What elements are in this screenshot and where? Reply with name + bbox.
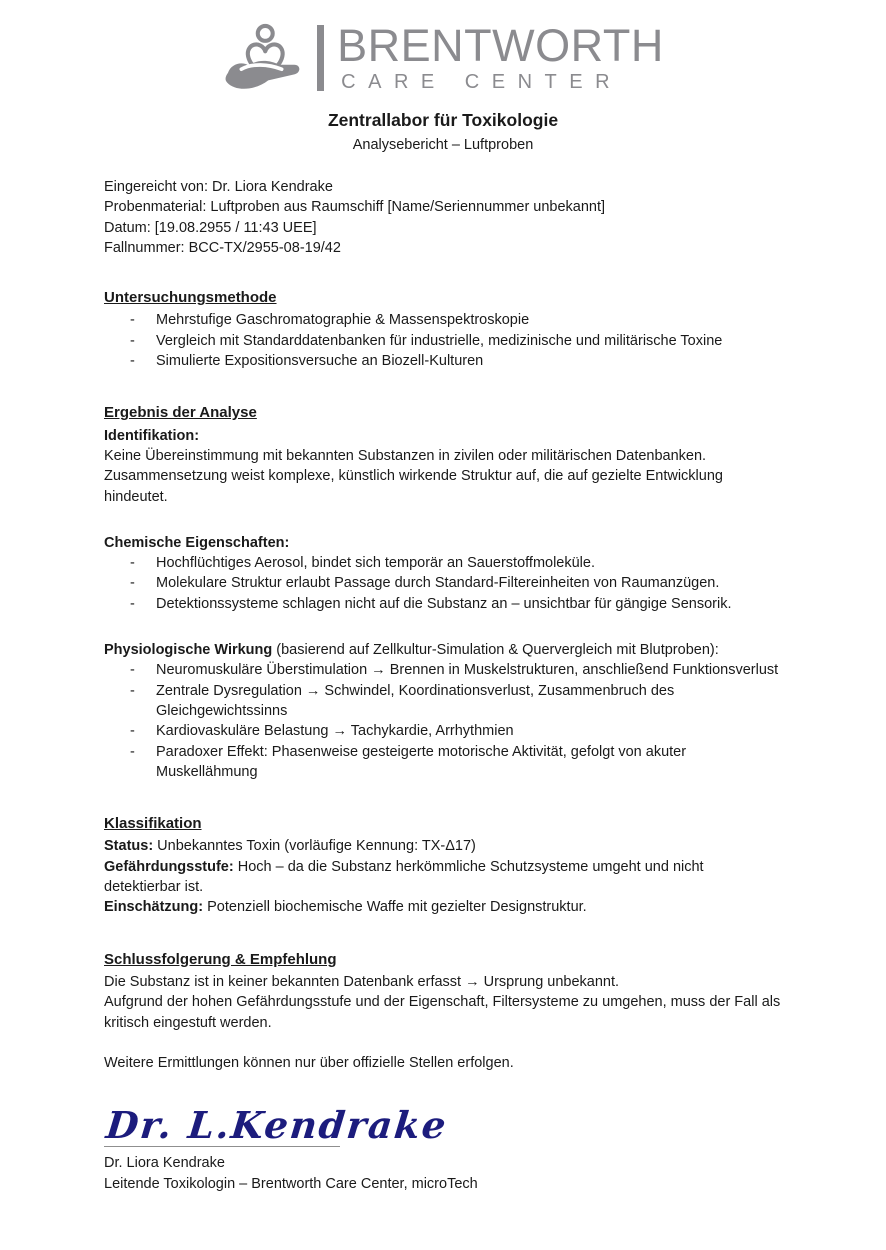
meta-line-date: Datum: [19.08.2955 / 11:43 UEE] xyxy=(104,219,317,236)
meta-line-case-number: Fallnummer: BCC-TX/2955-08-19/42 xyxy=(104,239,341,256)
list-item: - Simulierte Expositionsversuche an Biozell-Kulturen xyxy=(130,351,782,371)
brand-name: BRENTWORTH xyxy=(337,19,664,71)
assessment-label: Einschätzung: xyxy=(104,899,204,916)
section-heading-conclusion: Schlussfolgerung & Empfehlung xyxy=(104,950,337,968)
hazard-label: Gefährdungsstufe: xyxy=(104,858,234,875)
subheading-chemical: Chemische Eigenschaften: xyxy=(104,534,290,551)
list-item: - Hochflüchtiges Aerosol, bindet sich temporär an Sauerstoffmoleküle. xyxy=(130,553,782,573)
signer-role: Leitende Toxikologin – Brentworth Care Center, microTech xyxy=(104,1175,478,1192)
logo xyxy=(0,0,886,95)
signer-name: Dr. Liora Kendrake xyxy=(104,1155,225,1172)
section-heading-results: Ergebnis der Analyse xyxy=(104,404,257,422)
classification-assessment xyxy=(104,897,782,917)
report-body xyxy=(0,177,886,1194)
methods-list xyxy=(130,310,782,371)
status-label: Status: xyxy=(104,838,154,855)
meta-line-sample-material: Probenmaterial: Luftproben aus Raumschiff [Name/Seriennummer unbekannt] xyxy=(104,199,606,216)
logo-text xyxy=(337,19,664,94)
list-item: - Vergleich mit Standarddatenbanken für industrielle, medizinische und militärische Toxine xyxy=(130,331,782,351)
hazard-value: Hoch – da die Substanz herkömmliche Schutzsysteme umgeht und nicht detektierbar ist. xyxy=(104,858,704,896)
status-value: Unbekanntes Toxin (vorläufige Kennung: TX-Δ17) xyxy=(153,838,476,855)
classification-status xyxy=(104,836,782,856)
list-item: - Mehrstufige Gaschromatographie & Massenspektroskopie xyxy=(130,310,782,330)
section-heading-methods: Untersuchungsmethode xyxy=(104,289,277,307)
list-item: - Paradoxer Effekt: Phasenweise gesteigerte motorische Aktivität, gefolgt von akuter Muskellähmung xyxy=(130,742,782,783)
page-title: Zentrallabor für Toxikologie xyxy=(327,110,559,130)
subheading-identification: Identifikation: xyxy=(104,427,200,444)
meta-block xyxy=(104,177,782,258)
conclusion-line-1: Die Substanz ist in keiner bekannten Datenbank erfasst → Ursprung unbekannt. xyxy=(104,973,620,990)
blank-line xyxy=(104,1033,782,1053)
conclusion-line-3: Weitere Ermittlungen können nur über offizielle Stellen erfolgen. xyxy=(104,1055,514,1072)
hand-holding-person-icon xyxy=(222,21,304,95)
classification-hazard-level xyxy=(104,857,782,898)
list-item: - Kardiovaskuläre Belastung → Tachykardie, Arrhythmien xyxy=(130,721,782,741)
brand-tagline: CARE CENTER xyxy=(341,70,623,93)
list-item: - Detektionssysteme schlagen nicht auf die Substanz an – unsichtbar für gängige Sensorik. xyxy=(130,594,782,614)
identification-text: Keine Übereinstimmung mit bekannten Substanzen in zivilen oder militärischen Datenbanken. Zusammensetzung weist komplexe, künstlich wirkende Struktur auf, die auf gezielte Entwicklung hindeutet. xyxy=(104,447,723,505)
list-item: - Molekulare Struktur erlaubt Passage durch Standard-Filtereinheiten von Raumanzügen. xyxy=(130,573,782,593)
list-item: - Zentrale Dysregulation → Schwindel, Koordinationsverlust, Zusammenbruch des Gleichgewichtssinns xyxy=(130,681,782,722)
physiological-label: Physiologische Wirkung xyxy=(104,642,273,659)
list-item: - Neuromuskuläre Überstimulation → Brennen in Muskelstrukturen, anschließend Funktionsverlust xyxy=(130,660,782,680)
page-subtitle: Analysebericht – Luftproben xyxy=(352,137,534,153)
handwritten-signature: Dr. L.Kendrake xyxy=(104,1103,450,1148)
chemical-list xyxy=(130,553,782,614)
meta-line-submitted-by: Eingereicht von: Dr. Liora Kendrake xyxy=(104,179,333,195)
logo-divider xyxy=(317,25,324,91)
conclusion-line-2: Aufgrund der hohen Gefährdungsstufe und der Eigenschaft, Filtersysteme zu umgehen, muss der Fall als kritisch eingestuft werden. xyxy=(104,994,781,1031)
signature-block xyxy=(104,1103,782,1194)
assessment-value: Potenziell biochemische Waffe mit gezielter Designstruktur. xyxy=(203,899,587,916)
subheading-physiological xyxy=(104,640,782,660)
physiological-label-suffix: (basierend auf Zellkultur-Simulation & Quervergleich mit Blutproben): xyxy=(272,642,719,659)
section-heading-classification: Klassifikation xyxy=(104,815,202,833)
physiological-list xyxy=(130,660,782,782)
